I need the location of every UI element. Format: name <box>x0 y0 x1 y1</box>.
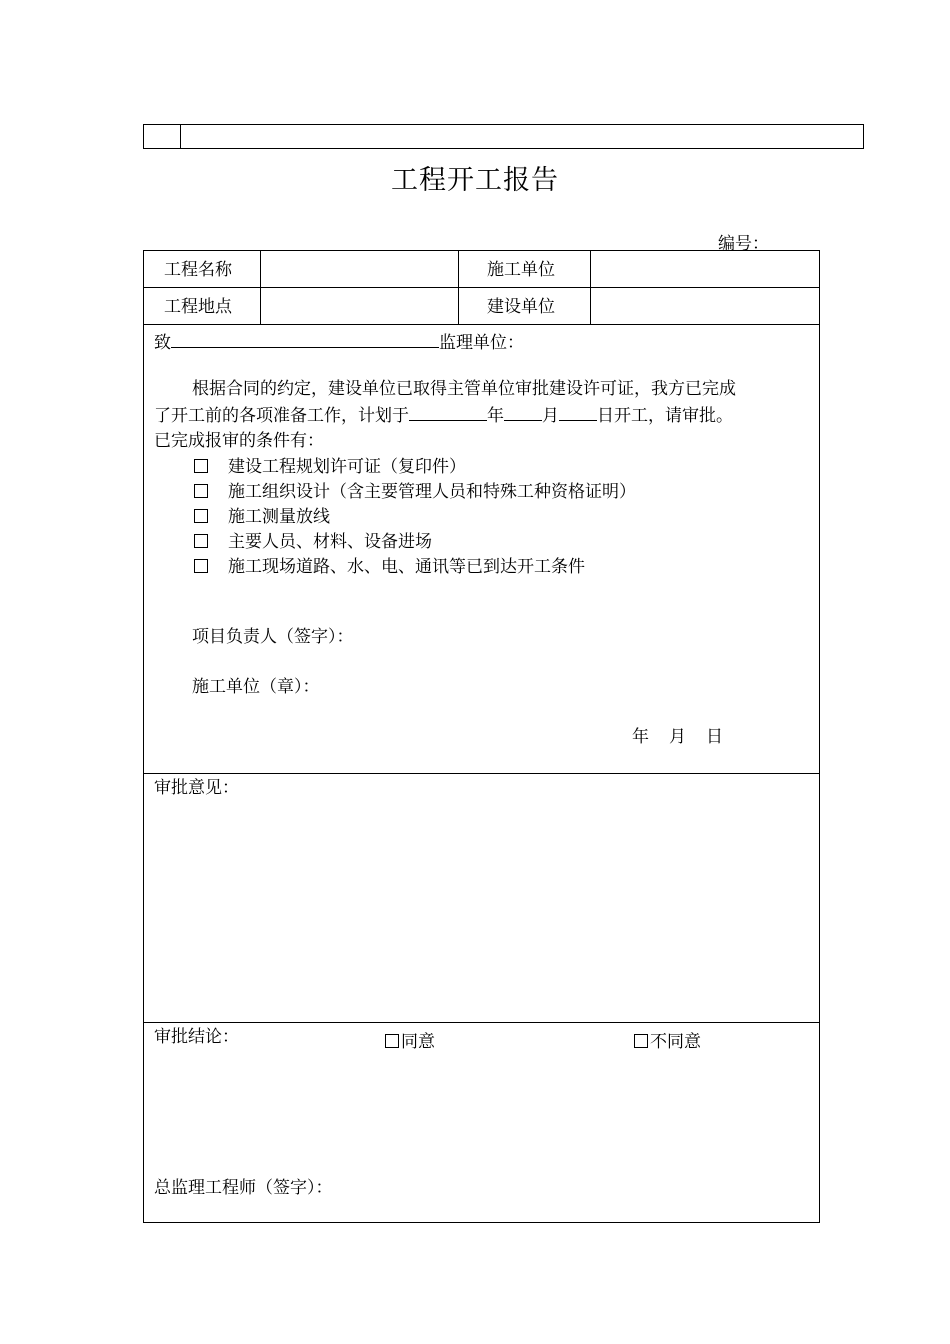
checkbox-icon[interactable] <box>194 559 208 573</box>
top-reference-box <box>143 124 864 149</box>
document-number-label: 编号： <box>718 234 769 254</box>
checkbox-icon[interactable] <box>194 534 208 548</box>
column-divider <box>458 251 459 324</box>
conditions-label: 已完成报审的条件有： <box>154 431 324 451</box>
agree-label: 同意 <box>401 1032 435 1052</box>
checkbox-icon[interactable] <box>194 509 208 523</box>
condition-item[interactable] <box>194 502 330 527</box>
project-location-label: 工程地点 <box>164 297 232 317</box>
date-year-label: 年 <box>632 727 649 747</box>
condition-label: 施工组织设计（含主要管理人员和特殊工种资格证明） <box>228 482 636 502</box>
condition-item[interactable] <box>194 552 585 577</box>
project-name-label: 工程名称 <box>164 260 232 280</box>
start-month-blank[interactable] <box>504 402 542 421</box>
checkbox-icon[interactable] <box>194 484 208 498</box>
body-line-1: 根据合同的约定，建设单位已取得主管单位审批建设许可证，我方已完成 <box>192 379 736 399</box>
date-day-label: 日 <box>706 727 723 747</box>
contractor-seal-label: 施工单位（章）： <box>192 677 320 697</box>
checkbox-icon[interactable] <box>634 1034 648 1048</box>
section-divider <box>144 773 819 774</box>
disagree-label: 不同意 <box>650 1032 701 1052</box>
owner-unit-field[interactable] <box>590 288 820 324</box>
checkbox-icon[interactable] <box>385 1034 399 1048</box>
addressee-line <box>154 329 524 353</box>
condition-item[interactable] <box>194 477 636 502</box>
report-form <box>143 250 820 1223</box>
date-month-label: 月 <box>669 727 686 747</box>
project-name-field[interactable] <box>260 251 458 287</box>
request-paragraph <box>154 377 814 454</box>
condition-item[interactable] <box>194 527 432 552</box>
condition-item[interactable] <box>194 452 466 477</box>
condition-label: 施工测量放线 <box>228 507 330 527</box>
approval-opinion-area[interactable] <box>144 803 820 1021</box>
body-line-2 <box>154 402 814 429</box>
construction-unit-field[interactable] <box>590 251 820 287</box>
section-divider <box>144 1022 819 1023</box>
top-box-divider <box>180 125 181 148</box>
condition-label: 施工现场道路、水、电、通讯等已到达开工条件 <box>228 557 585 577</box>
row-divider <box>144 324 819 325</box>
owner-unit-label: 建设单位 <box>487 297 555 317</box>
start-year-blank[interactable] <box>409 402 487 421</box>
project-manager-signature-label: 项目负责人（签字）： <box>192 627 354 647</box>
project-location-field[interactable] <box>260 288 458 324</box>
start-day-blank[interactable] <box>559 402 597 421</box>
disagree-option[interactable] <box>634 1027 701 1052</box>
approval-opinion-label: 审批意见： <box>154 778 239 798</box>
year-label: 年 <box>487 406 504 426</box>
supervisor-name-blank[interactable] <box>171 329 439 348</box>
page-title: 工程开工报告 <box>391 165 559 196</box>
construction-unit-label: 施工单位 <box>487 260 555 280</box>
condition-label: 建设工程规划许可证（复印件） <box>228 457 466 477</box>
signature-date <box>632 727 723 747</box>
addressee-to: 致 <box>154 333 171 353</box>
checkbox-icon[interactable] <box>194 459 208 473</box>
body-line-2-prefix: 了开工前的各项准备工作，计划于 <box>154 406 409 426</box>
approval-conclusion-label: 审批结论： <box>154 1027 239 1047</box>
condition-label: 主要人员、材料、设备进场 <box>228 532 432 552</box>
chief-supervisor-signature-label: 总监理工程师（签字）： <box>154 1178 333 1198</box>
day-start-label: 日开工，请审批。 <box>597 406 733 426</box>
agree-option[interactable] <box>385 1027 435 1052</box>
addressee-suffix: 监理单位： <box>439 333 524 353</box>
month-label: 月 <box>542 406 559 426</box>
